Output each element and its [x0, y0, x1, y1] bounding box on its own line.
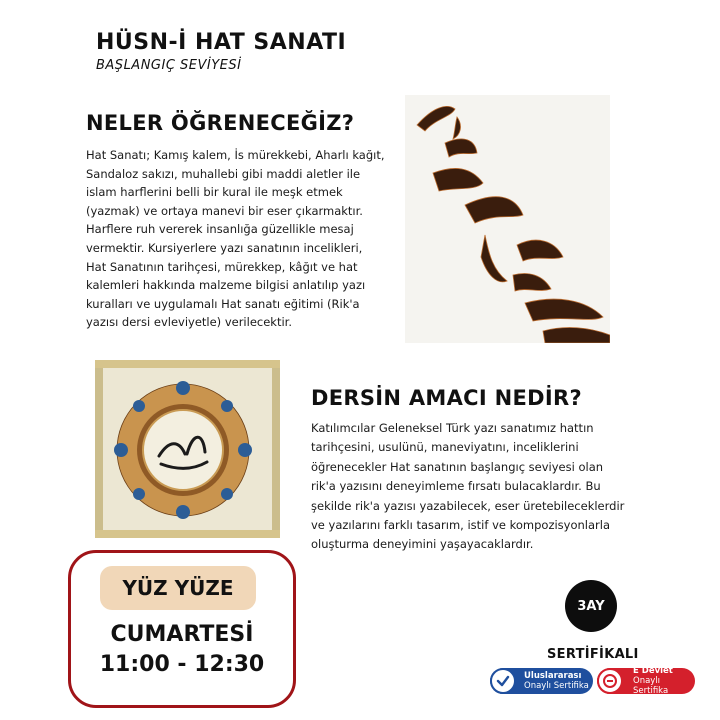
section1-line: kalemleri hakkında malzeme bilgisi anlatılıp yazı: [86, 278, 366, 293]
mode-badge: YÜZ YÜZE: [100, 566, 256, 610]
page-subtitle: BAŞLANGIÇ SEVİYESİ: [96, 58, 242, 73]
section2-line: oluşturma deneyimini yaşayacaklardır.: [311, 537, 534, 552]
section1-line: Sandaloz sakızı, muhallebi gibi maddi aletler ile: [86, 166, 361, 181]
section1-line: Hat Sanatı; Kamış kalem, İs mürekkebi, Aharlı kağıt,: [86, 148, 385, 162]
edevlet-logo-icon: [597, 668, 623, 694]
duration-badge: 3AY: [565, 580, 617, 632]
section2-heading: DERSİN AMACI NEDİR?: [311, 386, 582, 410]
section1-line: islam harflerini belli bir kural ile meşk etmek: [86, 185, 343, 200]
page-title: HÜSN-İ HAT SANATI: [96, 30, 347, 55]
section2-line: rik'a yazısını deneyimleme fırsatı bulacaklardır. Bu: [311, 479, 601, 494]
section2-line: Katılımcılar Geleneksel Türk yazı sanatımız hattın: [311, 421, 594, 435]
section2-line: ve yazılarını farklı tasarım, istif ve kompozisyonlarla: [311, 518, 611, 533]
illumination-photo: [95, 360, 280, 538]
international-certificate-badge: [490, 668, 593, 694]
section1-line: Hat Sanatının tarihçesi, mürekkep, kâğıt ve hat: [86, 259, 358, 274]
section1-heading: NELER ÖĞRENECEĞİZ?: [86, 111, 355, 135]
schedule-day: CUMARTESİ: [110, 622, 254, 647]
edevlet-certificate-badge: [597, 668, 695, 694]
check-icon: [490, 668, 516, 694]
calligraphy-photo: [405, 95, 610, 343]
badge2-line2: Onaylı Sertifika: [633, 676, 669, 696]
section2-paragraph: [311, 419, 651, 555]
certificate-label: SERTİFİKALI: [547, 647, 639, 662]
section2-line: tarihçesini, usulünü, maneviyatını, inceliklerini: [311, 440, 579, 455]
section2-line: şekilde rik'a yazısı yazabilecek, eser üretebileceklerdir: [311, 498, 625, 513]
section2-line: öğrenecekler Hat sanatının başlangıç seviyesi olan: [311, 459, 604, 474]
section1-line: (yazmak) ve ortaya manevi bir eser çıkarmaktır.: [86, 203, 363, 218]
schedule-time: 11:00 - 12:30: [99, 652, 265, 677]
badge2-line1: E Devlet: [633, 666, 673, 676]
section1-line: vermektir. Kursiyerlere yazı sanatının incelikleri,: [86, 240, 363, 255]
section1-line: yazısı dersi evleviyetle) verilecektir.: [86, 315, 292, 330]
section1-line: Harflere ruh vererek insanlığa güzellikle mesaj: [86, 222, 354, 237]
badge1-line1: Uluslararası: [524, 671, 582, 681]
badge1-line2: Onaylı Sertifika: [524, 681, 589, 691]
section1-paragraph: [86, 146, 396, 332]
section1-line: kuralları ve uygulamalı Hat sanatı eğitimi (Rik'a: [86, 296, 360, 311]
